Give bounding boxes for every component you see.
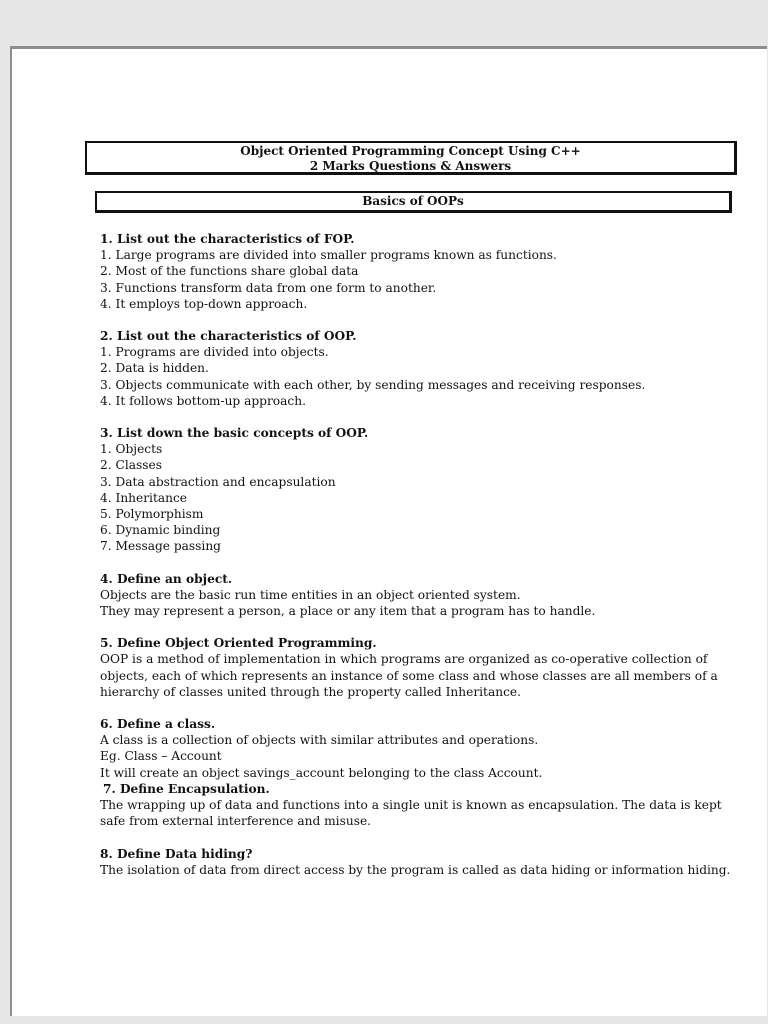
- answer-line: 3. Functions transform data from one form to another.: [100, 280, 437, 295]
- question-block-3: [100, 425, 740, 555]
- answer-line: Eg. Class – Account: [100, 749, 222, 764]
- answer-line: A class is a collection of objects with similar attributes and operations.: [100, 733, 539, 748]
- answer-paragraph: OOP is a method of implementation in which programs are organized as co-operative collection of objects, each of which represents an instance of some class and whose classes are all members of a hierarchy of classes united through the property called Inheritance.: [100, 652, 718, 699]
- answer-line: 2. Data is hidden.: [100, 361, 209, 376]
- document-title: Object Oriented Programming Concept Using C++: [240, 144, 581, 158]
- answer-line: 4. Inheritance: [100, 490, 188, 505]
- answer-line: 3. Objects communicate with each other, by sending messages and receiving responses.: [100, 377, 646, 392]
- question-block-2: [100, 328, 740, 409]
- section-heading: Basics of OOPs: [362, 194, 464, 208]
- question-heading: 4. Define an object.: [100, 571, 233, 586]
- answer-line: Objects are the basic run time entities in an object oriented system.: [100, 587, 521, 602]
- question-block-5: [100, 635, 740, 700]
- question-block-8: [100, 846, 740, 878]
- answer-line: 5. Polymorphism: [100, 507, 204, 522]
- answer-line: 6. Dynamic binding: [100, 523, 221, 538]
- answer-paragraph: The wrapping up of data and functions into a single unit is known as encapsulation. The data is kept safe from external interference and misuse.: [100, 798, 722, 829]
- question-heading: 7. Define Encapsulation.: [103, 781, 270, 796]
- questions-content: [100, 231, 740, 894]
- question-heading: 1. List out the characteristics of FOP.: [100, 232, 355, 246]
- answer-line: 7. Message passing: [100, 539, 221, 554]
- answer-line: 1. Objects: [100, 442, 163, 457]
- question-heading: 3. List down the basic concepts of OOP.: [100, 426, 369, 441]
- question-block-4: [100, 571, 740, 620]
- question-block-1: [100, 231, 740, 312]
- question-heading: 5. Define Object Oriented Programming.: [100, 636, 377, 651]
- title-box: [85, 141, 737, 175]
- question-heading: 2. List out the characteristics of OOP.: [100, 329, 357, 344]
- answer-paragraph: The isolation of data from direct access by the program is called as data hiding or information hiding.: [100, 862, 731, 877]
- answer-line: 2. Classes: [100, 458, 162, 473]
- document-subtitle: 2 Marks Questions & Answers: [309, 159, 512, 173]
- document-page: [10, 46, 767, 1016]
- question-heading: 6. Define a class.: [100, 717, 216, 732]
- answer-line: 3. Data abstraction and encapsulation: [100, 474, 336, 489]
- question-heading: 8. Define Data hiding?: [100, 846, 253, 861]
- question-block-6: [100, 716, 740, 781]
- answer-line: 1. Large programs are divided into smaller programs known as functions.: [100, 248, 557, 263]
- answer-line: 1. Programs are divided into objects.: [100, 345, 329, 360]
- answer-line: 2. Most of the functions share global data: [100, 264, 359, 279]
- section-heading-box: [95, 191, 732, 213]
- answer-line: They may represent a person, a place or any item that a program has to handle.: [100, 604, 596, 619]
- question-block-7: [100, 781, 740, 830]
- answer-line: It will create an object savings_account belonging to the class Account.: [100, 765, 543, 780]
- answer-line: 4. It follows bottom-up approach.: [100, 393, 306, 408]
- answer-line: 4. It employs top-down approach.: [100, 296, 308, 311]
